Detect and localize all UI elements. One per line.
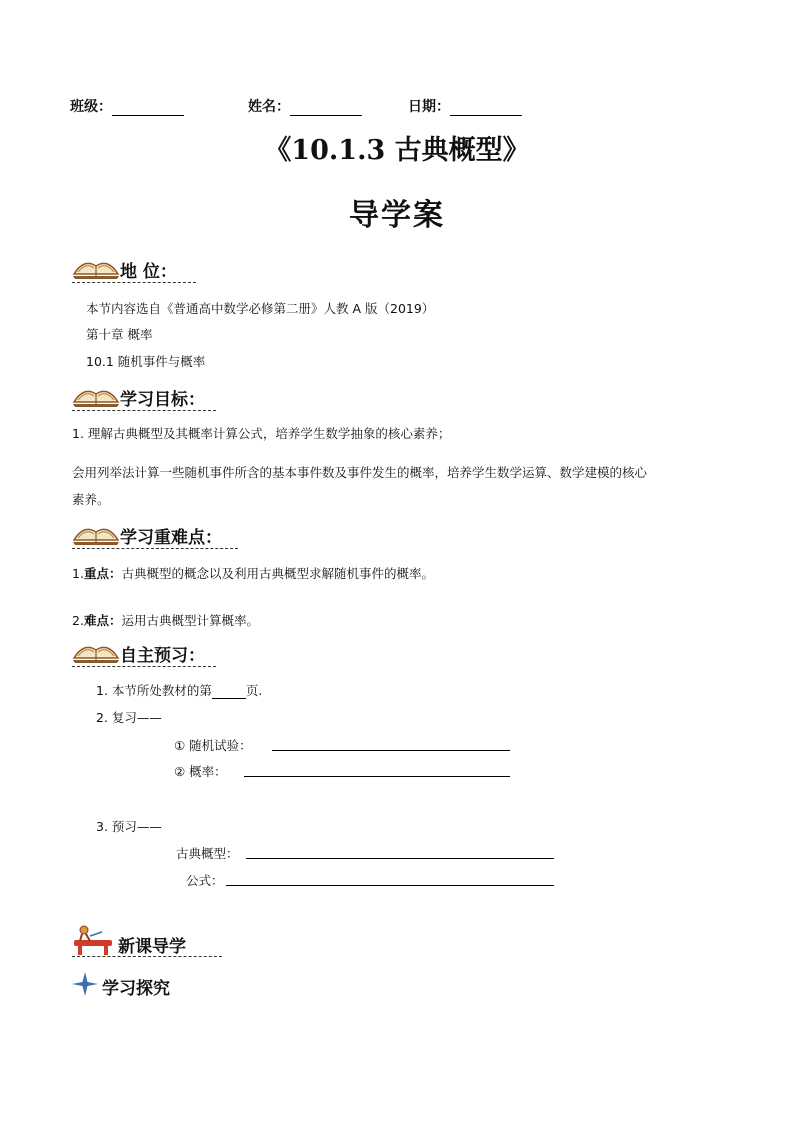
- date-label: 日期：: [408, 99, 450, 115]
- preview-q1-after: 页.: [245, 683, 263, 698]
- difficulty-text: 运用古典概型计算概率。: [121, 613, 259, 628]
- section-underline: [72, 282, 196, 283]
- open-book-icon: [72, 380, 120, 408]
- preview-q1-before: 1. 本节所处教材的第: [96, 683, 212, 698]
- preview-q3: 3. 预习——: [96, 819, 162, 834]
- section-label-new-lesson: 新课导学: [118, 937, 186, 957]
- open-book-icon: [72, 518, 120, 546]
- difficulty-line: [72, 611, 259, 629]
- star-icon: [70, 970, 100, 998]
- section-label-position: 地 位：: [120, 262, 177, 282]
- goal-item-1: 1. 理解古典概型及其概率计算公式，培养学生数学抽象的核心素养；: [72, 426, 451, 441]
- section-label-key-points: 学习重难点：: [120, 528, 222, 548]
- section-underline: [72, 410, 216, 411]
- preview-q3-b-label: 公式：: [186, 873, 224, 888]
- section-heading-goals: [72, 380, 216, 410]
- section-heading-position: [72, 252, 196, 282]
- section-underline: [72, 548, 238, 549]
- difficulty-label: 难点：: [83, 613, 122, 628]
- section-underline: [72, 956, 222, 957]
- preview-q2: 2. 复习——: [96, 710, 162, 725]
- classical-model-blank[interactable]: [246, 858, 554, 859]
- class-blank[interactable]: [112, 101, 184, 116]
- key-point-label: 重点：: [83, 566, 122, 581]
- section-underline: [72, 666, 216, 667]
- key-point-line: [72, 564, 434, 582]
- section-heading-preview: [72, 636, 216, 666]
- section-label-goals: 学习目标：: [120, 390, 205, 410]
- date-field: [408, 96, 522, 116]
- name-label: 姓名：: [248, 99, 290, 115]
- page-title: 《10.1.3 古典概型》: [264, 135, 530, 166]
- subsection-label-explore: 学习探究: [102, 979, 170, 999]
- position-line-1: 本节内容选自《普通高中数学必修第二册》人教 A 版（2019）: [86, 301, 435, 316]
- open-book-icon: [72, 636, 120, 664]
- preview-q1: [96, 681, 262, 699]
- position-line-3: 10.1 随机事件与概率: [86, 354, 206, 369]
- preview-q3-a-label: 古典概型：: [176, 846, 239, 861]
- date-blank[interactable]: [450, 101, 522, 116]
- probability-blank[interactable]: [244, 776, 510, 777]
- position-line-2: 第十章 概率: [86, 327, 153, 342]
- page-number-blank[interactable]: [212, 686, 246, 699]
- difficulty-prefix: 2.: [72, 613, 84, 628]
- class-field: [70, 96, 184, 116]
- page-subtitle: 导学案: [349, 198, 445, 233]
- preview-q2-a-label: ① 随机试验：: [174, 738, 252, 753]
- preview-q2-b-label: ② 概率：: [174, 764, 227, 779]
- random-experiment-blank[interactable]: [272, 750, 510, 751]
- name-blank[interactable]: [290, 101, 362, 116]
- goal-item-2-cont: 素养。: [72, 492, 110, 507]
- name-field: [248, 96, 362, 116]
- class-label: 班级：: [70, 99, 112, 115]
- subsection-heading-explore: [70, 970, 210, 1000]
- open-book-icon: [72, 252, 120, 280]
- section-label-preview: 自主预习：: [120, 646, 205, 666]
- teacher-icon: [72, 924, 116, 956]
- goal-item-2: 会用列举法计算一些随机事件所含的基本事件数及事件发生的概率，培养学生数学运算、数学建模的核心: [72, 465, 648, 480]
- section-heading-key-points: [72, 518, 238, 548]
- key-point-text: 古典概型的概念以及利用古典概型求解随机事件的概率。: [121, 566, 434, 581]
- formula-blank[interactable]: [226, 885, 554, 886]
- section-heading-new-lesson: [72, 924, 222, 957]
- key-point-prefix: 1.: [72, 566, 84, 581]
